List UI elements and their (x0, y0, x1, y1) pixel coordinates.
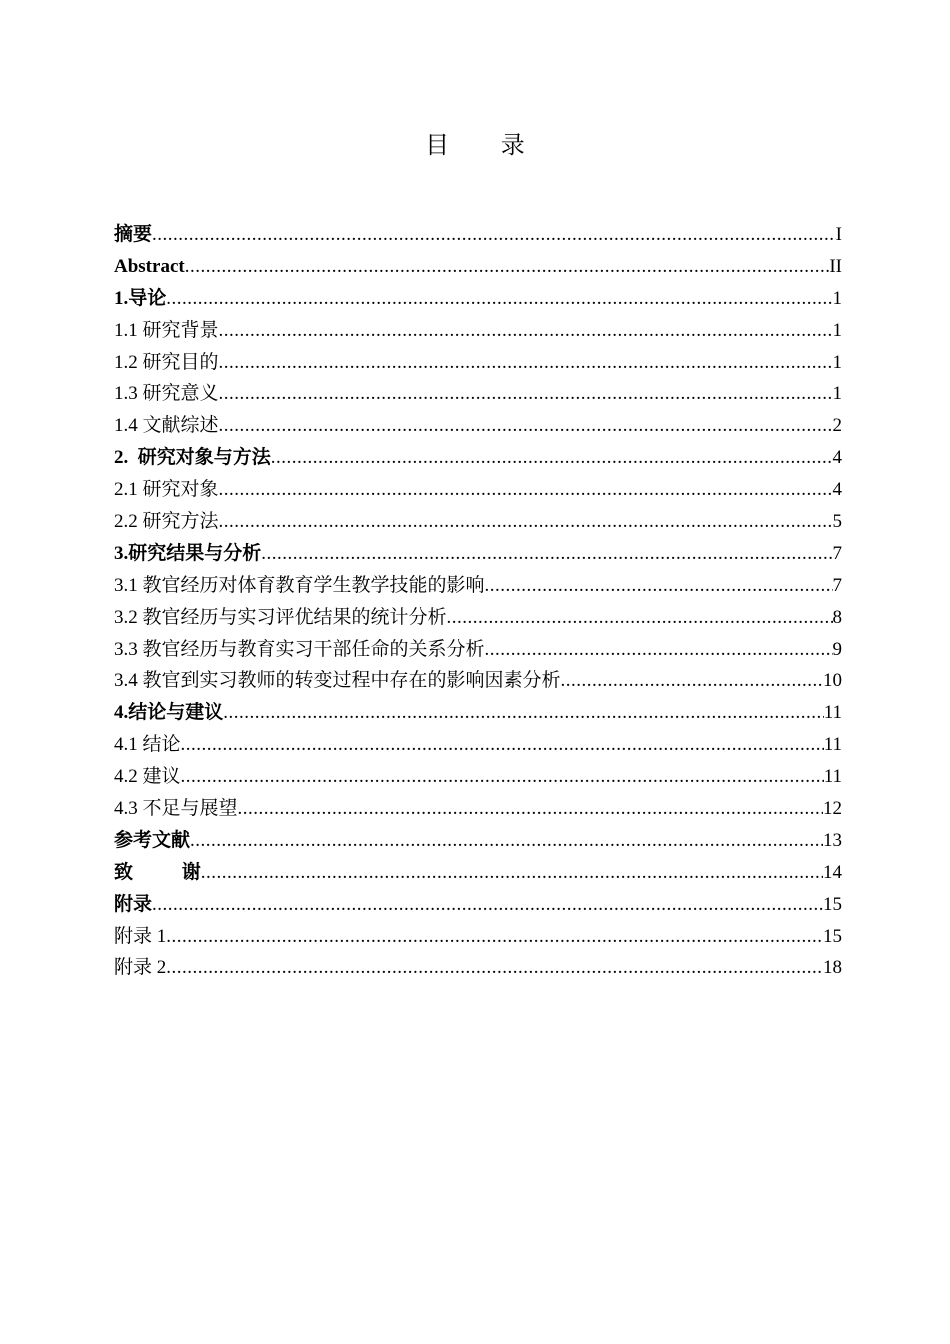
toc-entry-label: 1.导论 (114, 287, 167, 309)
toc-leader-dots (166, 283, 832, 315)
toc-entry-section-4-1[interactable] (114, 729, 842, 761)
toc-leader-dots (485, 570, 833, 602)
toc-entry-chapter-3[interactable] (114, 538, 842, 570)
toc-entry-page: I (835, 224, 842, 245)
toc-entry-appendix[interactable] (114, 889, 842, 921)
toc-entry-chapter-1[interactable] (114, 283, 842, 315)
toc-entry-page: 1 (832, 383, 842, 405)
toc-entry-appendix-1[interactable] (114, 921, 842, 953)
toc-entry-page: 11 (823, 702, 842, 724)
toc-entry-abstract-cn[interactable] (114, 219, 842, 251)
toc-entry-label: 4.2 建议 (114, 766, 181, 788)
toc-entry-page: 1 (832, 319, 842, 341)
table-of-contents (114, 219, 842, 984)
toc-entry-label: 2.2 研究方法 (114, 511, 219, 533)
toc-entry-label: 致 谢 (114, 861, 201, 883)
toc-entry-page: 8 (832, 606, 842, 628)
toc-entry-section-1-2[interactable] (114, 347, 842, 379)
toc-entry-label: 2. 研究对象与方法 (114, 447, 271, 469)
toc-entry-references[interactable] (114, 825, 842, 857)
toc-entry-page: 9 (832, 638, 842, 660)
toc-entry-label: 3.1 教官经历对体育教育学生教学技能的影响 (114, 574, 485, 596)
toc-entry-page: 18 (823, 957, 842, 979)
toc-entry-section-1-3[interactable] (114, 378, 842, 410)
toc-leader-dots (219, 474, 833, 506)
toc-leader-dots (152, 219, 836, 251)
toc-entry-label: 附录 (114, 893, 153, 915)
toc-entry-label: 1.2 研究目的 (114, 351, 219, 373)
toc-entry-section-3-2[interactable] (114, 602, 842, 634)
toc-leader-dots (166, 921, 823, 953)
toc-entry-page: 15 (823, 893, 842, 915)
toc-entry-label: 4.结论与建议 (114, 702, 224, 724)
toc-entry-label: 2.1 研究对象 (114, 479, 219, 501)
toc-leader-dots (271, 442, 833, 474)
toc-entry-page: II (829, 255, 842, 277)
toc-entry-label: 3.2 教官经历与实习评优结果的统计分析 (114, 606, 447, 628)
toc-leader-dots (447, 602, 833, 634)
toc-leader-dots (185, 251, 830, 283)
toc-leader-dots (219, 506, 833, 538)
toc-leader-dots (219, 378, 833, 410)
toc-entry-chapter-4[interactable] (114, 697, 842, 729)
toc-leader-dots (219, 315, 833, 347)
toc-entry-label: 3.3 教官经历与教育实习干部任命的关系分析 (114, 638, 485, 660)
toc-entry-label: Abstract (114, 255, 185, 277)
toc-entry-page: 2 (832, 415, 842, 437)
toc-title: 目 录 (425, 131, 547, 159)
toc-entry-section-1-4[interactable] (114, 410, 842, 442)
toc-entry-page: 1 (832, 287, 842, 309)
toc-entry-label: 3.4 教官到实习教师的转变过程中存在的影响因素分析 (114, 670, 561, 692)
toc-entry-section-2-1[interactable] (114, 474, 842, 506)
toc-entry-page: 1 (832, 351, 842, 373)
toc-entry-page: 4 (832, 447, 842, 469)
toc-entry-label: 附录 1 (114, 925, 167, 947)
toc-leader-dots (201, 857, 823, 889)
toc-entry-chapter-2[interactable] (114, 442, 842, 474)
toc-entry-page: 7 (832, 574, 842, 596)
toc-leader-dots (223, 697, 823, 729)
toc-entry-section-2-2[interactable] (114, 506, 842, 538)
toc-entry-page: 7 (832, 542, 842, 564)
toc-entry-section-4-3[interactable] (114, 793, 842, 825)
toc-entry-page: 13 (823, 829, 842, 851)
toc-entry-section-3-3[interactable] (114, 634, 842, 666)
toc-leader-dots (181, 761, 824, 793)
toc-entry-page: 11 (823, 734, 842, 756)
toc-entry-label: 1.1 研究背景 (114, 319, 219, 341)
toc-leader-dots (238, 793, 823, 825)
toc-entry-label: 1.3 研究意义 (114, 383, 219, 405)
toc-entry-label: 参考文献 (114, 829, 191, 851)
toc-entry-page: 12 (823, 798, 842, 820)
toc-entry-abstract-en[interactable] (114, 251, 842, 283)
toc-leader-dots (181, 729, 824, 761)
toc-entry-label: 4.3 不足与展望 (114, 798, 238, 820)
toc-leader-dots (561, 665, 823, 697)
toc-entry-page: 10 (823, 670, 842, 692)
toc-entry-label: 4.1 结论 (114, 734, 181, 756)
toc-entry-acknowledgements[interactable] (114, 857, 842, 889)
toc-entry-page: 15 (823, 925, 842, 947)
toc-entry-page: 11 (823, 766, 842, 788)
toc-entry-section-4-2[interactable] (114, 761, 842, 793)
toc-entry-label: 1.4 文献综述 (114, 415, 219, 437)
toc-entry-section-3-4[interactable] (114, 665, 842, 697)
toc-leader-dots (219, 410, 833, 442)
toc-entry-page: 4 (832, 479, 842, 501)
toc-entry-label: 摘要 (114, 224, 153, 245)
toc-entry-page: 5 (832, 511, 842, 533)
toc-entry-appendix-2[interactable] (114, 952, 842, 984)
toc-leader-dots (485, 634, 833, 666)
toc-entry-label: 附录 2 (114, 957, 167, 979)
toc-leader-dots (166, 952, 823, 984)
toc-entry-label: 3.研究结果与分析 (114, 542, 262, 564)
toc-entry-section-1-1[interactable] (114, 315, 842, 347)
toc-leader-dots (219, 347, 833, 379)
toc-leader-dots (261, 538, 832, 570)
toc-entry-page: 14 (823, 861, 842, 883)
toc-entry-section-3-1[interactable] (114, 570, 842, 602)
toc-leader-dots (152, 889, 823, 921)
toc-leader-dots (190, 825, 823, 857)
